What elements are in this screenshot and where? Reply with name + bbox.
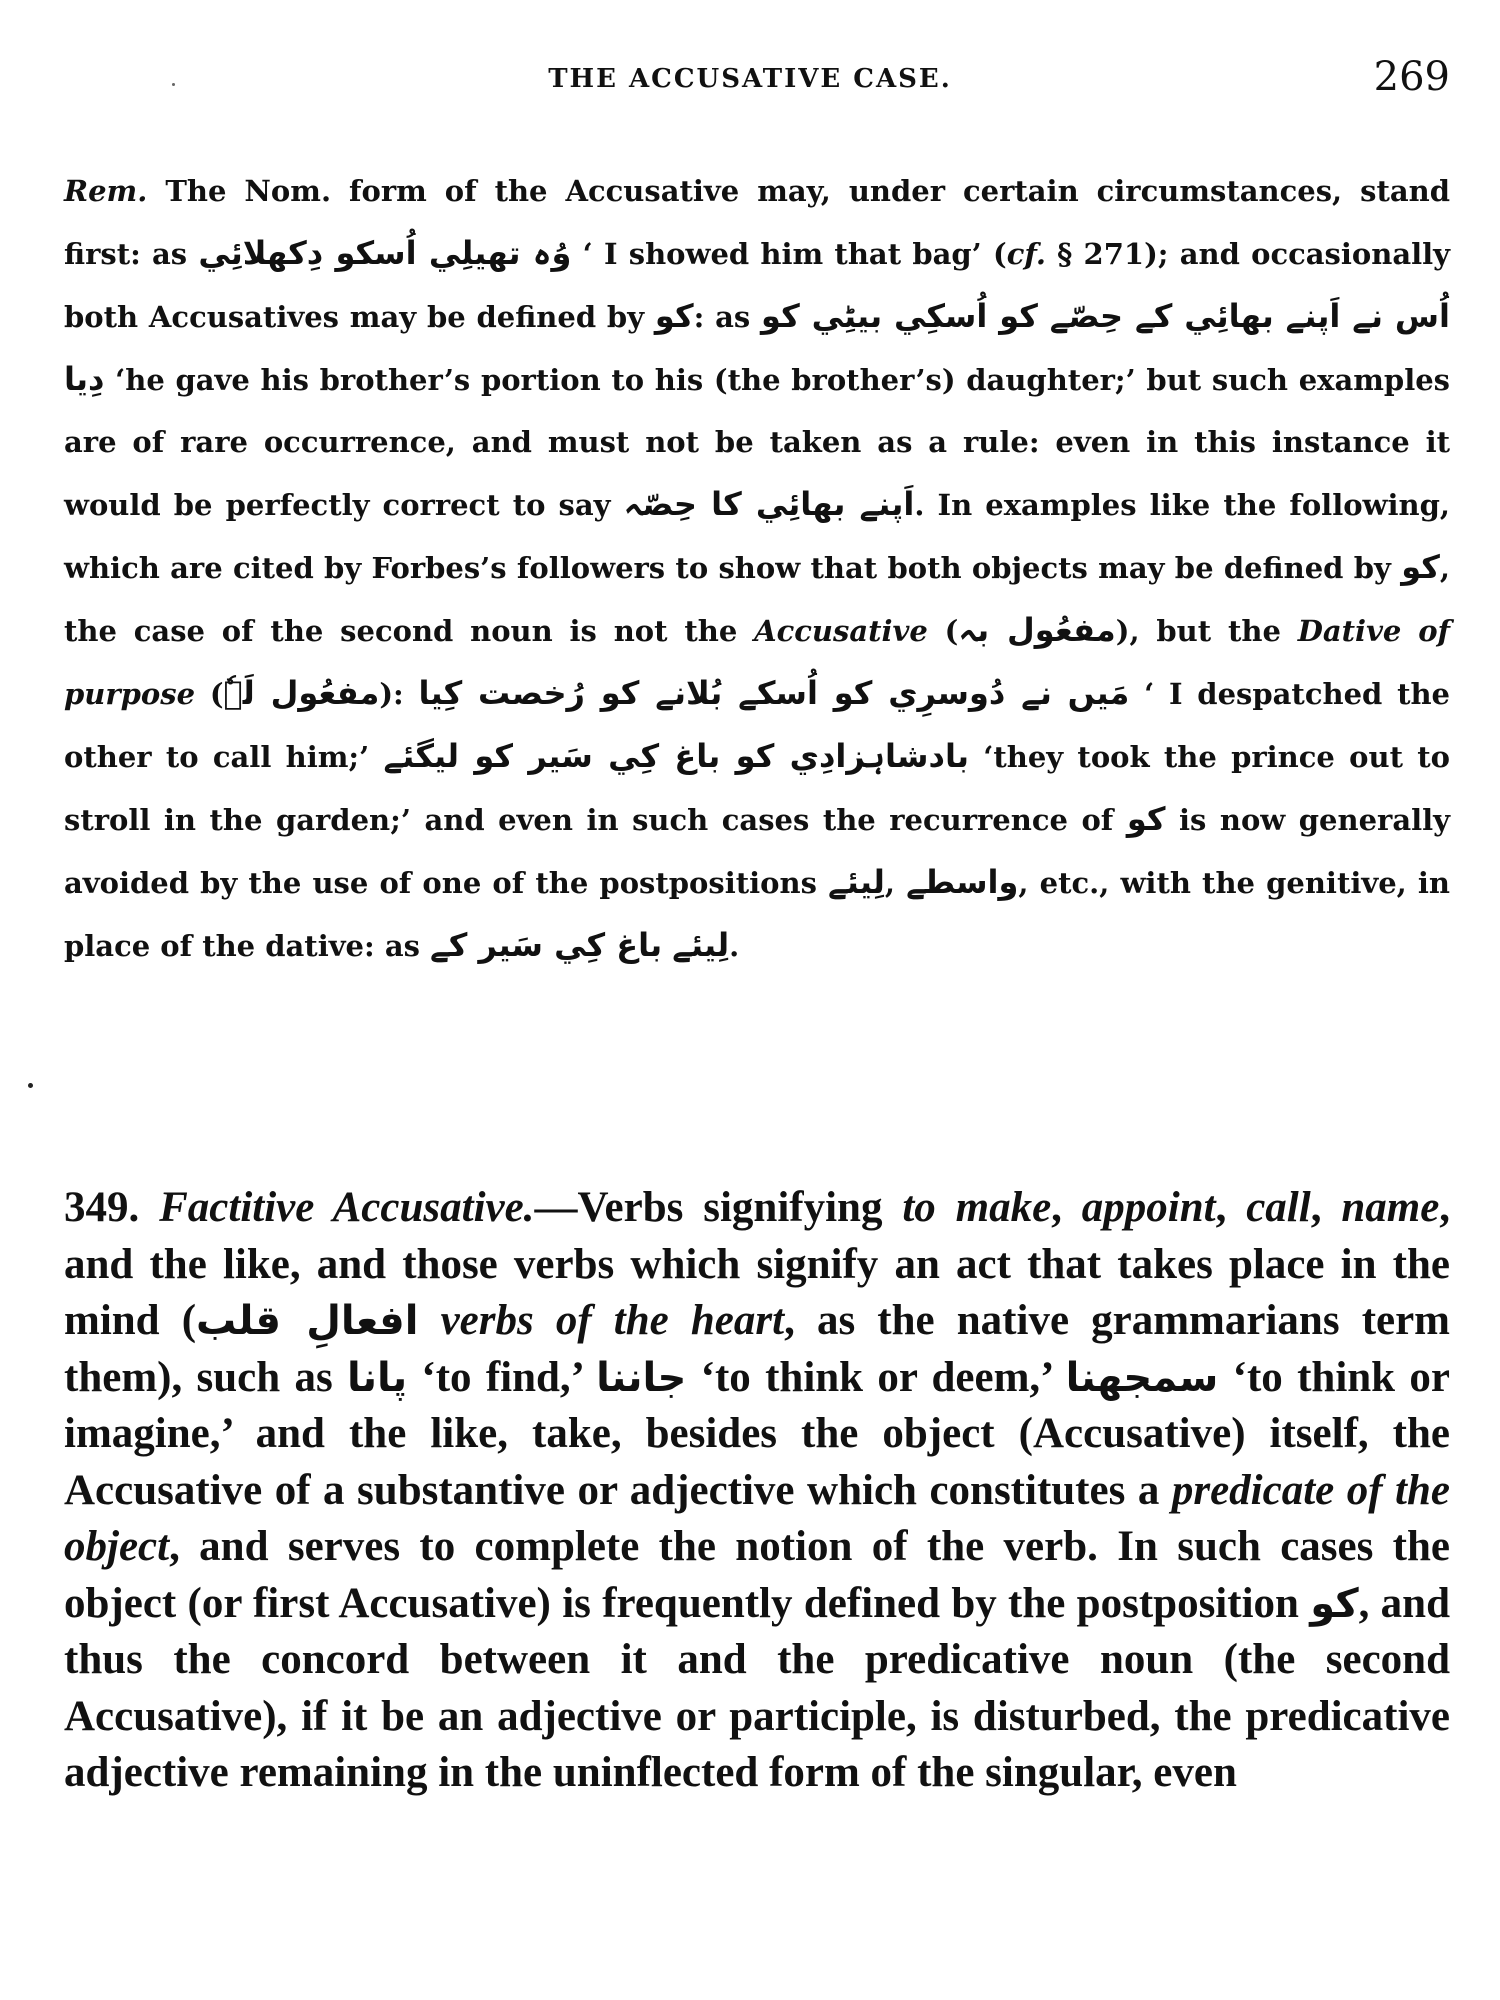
section-italic: to make <box>902 1184 1052 1231</box>
urdu-word: کو <box>654 297 694 335</box>
remark-text: ‘ I showed him that bag’ ( <box>571 237 1007 271</box>
remark-label: Rem. <box>64 174 148 208</box>
urdu-word: کو <box>1126 800 1166 838</box>
section-349-paragraph <box>64 1180 1450 1802</box>
remark-text: ), but the <box>1115 614 1298 648</box>
section-text: ‘to think or imagine,’ and the like, take, besides the object (Accusative) itself, the Accusative of a substantive or adjective which constitutes a <box>64 1353 1450 1514</box>
print-speck <box>172 83 175 86</box>
remark-italic: Dative of purpose <box>64 614 1451 711</box>
section-text <box>418 1297 440 1344</box>
remark-italic: Accusative <box>754 614 928 648</box>
remark-text: ‘they took the prince out to stroll in the garden;’ and even in such cases the recurrence of <box>64 740 1451 837</box>
section-text: , and the like, and those verbs which signify an act that takes place in the mind ( <box>64 1184 1451 1344</box>
section-heading: Factitive Accusative. <box>159 1184 535 1231</box>
remark-text: § 271); and occasionally both Accusatives may be defined by <box>64 237 1450 334</box>
remark-text: , the case of the second noun is not the <box>64 551 1450 648</box>
urdu-example: وُہ تھیلِي اُسکو دِکھلائِي <box>198 234 572 272</box>
page-number: 269 <box>1373 54 1450 100</box>
section-number: 349. <box>64 1184 140 1231</box>
remark-text: ( <box>927 614 959 648</box>
urdu-example: باغ کِي سَیر کے <box>430 926 663 964</box>
urdu-word: واسطے <box>906 863 1019 901</box>
section-text: —Verbs signifying <box>534 1184 903 1231</box>
remark-text: , <box>884 866 907 900</box>
section-italic: predicate of the object <box>64 1466 1451 1570</box>
section-text: , as the native grammarians term them), such as <box>64 1297 1450 1401</box>
remark-text: is now generally avoided by the use of one of the postpositions <box>64 803 1450 900</box>
remark-text <box>662 929 672 963</box>
section-text: , and serves to complete the notion of the verb. In such cases the object (or first Accusative) is frequently defined by the postposition <box>64 1523 1450 1627</box>
urdu-term: افعالِ قلب <box>196 1298 419 1344</box>
urdu-word: پانا <box>347 1354 408 1401</box>
remark-text: ): <box>379 677 419 711</box>
urdu-term: مفعُول بہ <box>958 611 1116 649</box>
urdu-term: مفعُول لَہٗ <box>223 674 380 712</box>
section-text: , <box>1215 1184 1247 1231</box>
remark-italic: cf. <box>1006 237 1046 271</box>
section-text: , and thus the concord between it and the predicative noun (the second Accusative), if it be an adjective or participle, is disturbed, the predicative adjective remaining in the uninflected form of the singular, even <box>64 1579 1450 1796</box>
remark-paragraph <box>64 160 1450 977</box>
section-italic: verbs of the heart <box>440 1297 785 1344</box>
remark-text: The Nom. form of the Accusative may, under certain circumstances, stand first: as <box>64 174 1450 271</box>
urdu-example: اُس نے اَپنے بھائِي کے حِصّے کو اُسکِي بيٹِي کو دِيا <box>64 297 1451 398</box>
remark-text: ‘he gave his brother’s portion to his (the brother’s) daughter;’ but such examples are of rare occurrence, and must not be taken as a rule: even in this instance it would be perfectly correct to say <box>64 363 1450 522</box>
urdu-example: اَپنے بھائِي کا حِصّہ <box>623 485 915 523</box>
running-head <box>0 54 1500 100</box>
remark-text: , etc., with the genitive, in place of the dative: as <box>64 866 1450 963</box>
section-italic: call <box>1246 1184 1311 1231</box>
print-speck-margin <box>28 1083 33 1088</box>
remark-text: . <box>729 929 740 963</box>
section-text: ‘to think or deem,’ <box>686 1353 1066 1401</box>
remark-text: ‘ I despatched the other to call him;’ <box>64 677 1451 774</box>
urdu-word: لِیئے <box>828 863 885 901</box>
urdu-example: بادشاہزادِي کو باغ کِي سَیر کو لیگئے <box>383 737 969 775</box>
urdu-word: جاننا <box>596 1354 687 1401</box>
remark-text: . In examples like the following, which are cited by Forbes’s followers to show that both objects may be defined by <box>64 488 1450 585</box>
remark-text: ( <box>195 677 224 711</box>
urdu-example: مَیں نے دُوسرِي کو اُسکے بُلانے کو رُخصت کِيا <box>418 674 1130 712</box>
remark-text: : as <box>693 300 762 334</box>
section-italic: appoint <box>1081 1184 1216 1231</box>
urdu-word: سمجھنا <box>1065 1354 1219 1401</box>
section-text: , <box>1051 1184 1082 1231</box>
running-head-title: THE ACCUSATIVE CASE. <box>548 64 952 94</box>
urdu-word: لِیئے <box>672 926 730 964</box>
section-text: , <box>1310 1184 1342 1231</box>
section-italic: name <box>1341 1184 1440 1231</box>
urdu-word: کو <box>1401 548 1440 586</box>
section-text: ‘to find,’ <box>407 1353 597 1401</box>
urdu-word: کو <box>1310 1580 1359 1627</box>
